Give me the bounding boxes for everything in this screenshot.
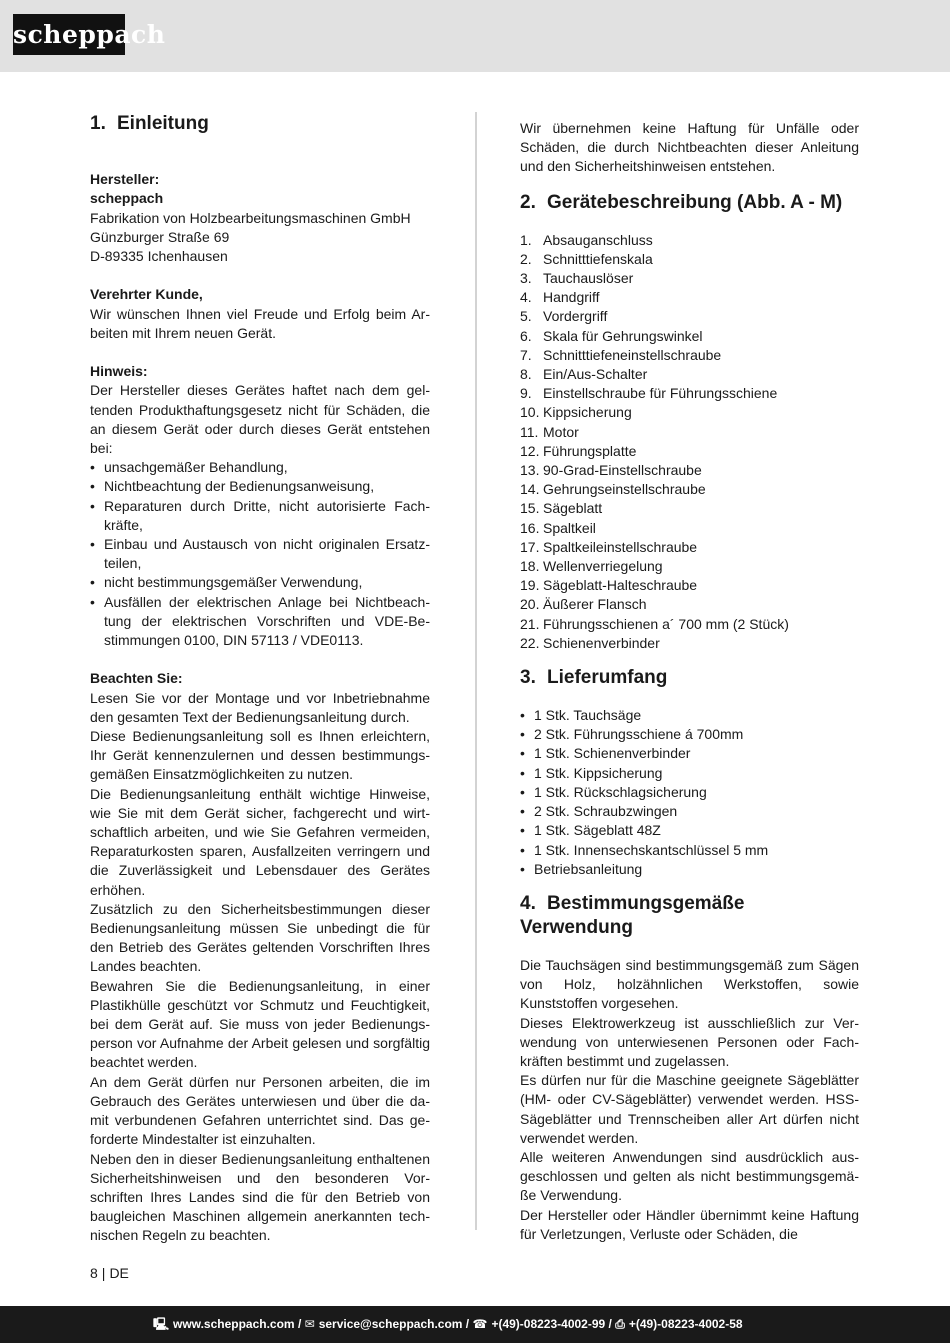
section-heading-verwendung: 4. Bestimmungsgemäße Verwendung [520, 892, 745, 938]
list-item: • 1 Stk. Sägeblatt 48Z [520, 821, 859, 840]
page-number: 8 | DE [90, 1265, 129, 1281]
list-item: • 1 Stk. Kippsicherung [520, 764, 859, 783]
beachten-label: Beachten Sie: [90, 670, 183, 687]
hersteller-label: Hersteller: [90, 171, 160, 188]
hersteller-name: scheppach [90, 190, 164, 207]
list-item: 17. Spaltkeileinstellschraube [520, 538, 698, 555]
list-item: • 1 Stk. Rückschlagsicherung [520, 783, 859, 802]
hinweis-list [90, 458, 430, 650]
list-item: • Einbau und Austausch von nicht originalen Ersatzteilen, [90, 535, 430, 573]
computer-icon: 🖳 [153, 1317, 170, 1331]
hinweis-text: Der Hersteller dieses Gerätes haftet nach dem geltenden Produkthaftungsgesetz nicht für Schäden, die an diesem Gerät oder durch dieses Gerät entstehen bei: [90, 382, 430, 456]
section-heading-lieferumfang: 3. Lieferumfang [520, 667, 668, 689]
list-item: • unsachgemäßer Behandlung, [90, 458, 430, 477]
list-item: 7. Schnitttiefeneinstellschraube [520, 346, 722, 363]
intro-paragraph: Wir übernehmen keine Haftung für Unfälle oder Schäden, die durch Nichtbeachten dieser Anleitung und den Sicherheitshinweisen entstehen. [520, 120, 859, 175]
footer-phone: +(49)-08223-4002-99 / [491, 1317, 612, 1331]
list-item: 3. Tauchauslöser [520, 270, 634, 287]
list-item: • Ausfällen der elektrischen Anlage bei Nichtbeachtung der elektrischen Vorschriften und VDE-Bestimmungen 0100, DIN 57113 / VDE0113. [90, 593, 430, 651]
list-item: • 1 Stk. Tauchsäge [520, 706, 859, 725]
list-item: 6. Skala für Gehrungswinkel [520, 327, 703, 344]
parts-list [520, 231, 859, 653]
envelope-icon: ✉ [304, 1317, 315, 1331]
list-item: • Betriebsanleitung [520, 860, 859, 879]
list-item: 11. Motor [520, 423, 579, 440]
section-heading-einleitung: 1. Einleitung [90, 113, 209, 134]
footer-email: service@scheppach.com / [318, 1317, 470, 1331]
list-item: 19. Sägeblatt-Halteschraube [520, 577, 698, 594]
list-item: • nicht bestimmungsgemäßer Verwendung, [90, 573, 430, 592]
page-footer [0, 1306, 950, 1343]
footer-website: www.scheppach.com / [173, 1317, 302, 1331]
paragraph: Die Bedienungsanleitung enthält wichtige Hinweise, wie Sie mit dem Gerät sicher, fachgerecht und wirtschaftlich arbeiten, und wie Sie Gefahren vermeiden, Reparaturkosten sparen, Ausfallzeiten verringern und die Zuverlässigkeit und Lebensdauer des Gerätes erhöhen. [90, 785, 430, 898]
paragraph: Diese Bedienungsanleitung soll es Ihnen erleichtern, Ihr Gerät kennenzulernen und dessen bestimmungsgemäßen Einsatzmöglichkeiten zu nutzen. [90, 728, 430, 783]
section-heading-geraetebeschreibung: 2. Gerätebeschreibung (Abb. A - M) [520, 191, 843, 213]
list-item: 2. Schnitttiefenskala [520, 250, 653, 267]
list-item: 13. 90-Grad-Einstellschraube [520, 462, 702, 479]
paragraph: An dem Gerät dürfen nur Personen arbeiten, die im Gebrauch des Gerätes unterwiesen und über die damit verbundenen Gefahren unterrichtet sind. Das geforderte Mindestalter ist einzuhalten. [90, 1073, 430, 1148]
left-column [90, 112, 430, 1246]
hersteller-line: Günzburger Straße 69 [90, 228, 230, 245]
list-item: 8. Ein/Aus-Schalter [520, 366, 648, 383]
list-item: • 1 Stk. Schienenverbinder [520, 744, 859, 763]
paragraph: Zusätzlich zu den Sicherheitsbestimmungen dieser Bedienungsanleitung müssen Sie unbedingt die für den Betrieb des Gerätes geltenden Vorschriften Ihres Landes beachten. [90, 900, 430, 975]
paragraph: Alle weiteren Anwendungen sind ausdrücklich ausgeschlossen und gelten als nicht bestimmungsgemäße Verwendung. [520, 1148, 859, 1204]
list-item: • 2 Stk. Schraubzwingen [520, 802, 859, 821]
hersteller-line: Fabrikation von Holzbearbeitungsmaschinen GmbH [90, 209, 411, 226]
paragraph: Neben den in dieser Bedienungsanleitung enthaltenen Sicherheitshinweisen und den besonderen Vorschriften Ihres Landes sind die für den Betrieb von baugleichen Maschinen allgemein anerkannten technischen Regeln zu beachten. [90, 1150, 430, 1244]
list-item: 9. Einstellschraube für Führungsschiene [520, 385, 778, 402]
list-item: 14. Gehrungseinstellschraube [520, 481, 706, 498]
list-item: 10. Kippsicherung [520, 404, 632, 421]
kunde-label: Verehrter Kunde, [90, 286, 203, 303]
list-item: • 1 Stk. Innensechskantschlüssel 5 mm [520, 841, 859, 860]
fax-icon: ⎙ [615, 1317, 625, 1331]
scheppach-logo: scheppach [13, 14, 125, 55]
list-item: 16. Spaltkeil [520, 519, 596, 536]
paragraph: Der Hersteller oder Händler übernimmt keine Haftung für Verletzungen, Verluste oder Schäden, die [520, 1206, 859, 1242]
footer-fax: +(49)-08223-4002-58 [628, 1317, 743, 1331]
list-item: 12. Führungsplatte [520, 442, 637, 459]
list-item: 21. Führungsschienen a´ 700 mm (2 Stück) [520, 615, 789, 632]
hinweis-label: Hinweis: [90, 363, 148, 380]
list-item: 1. Absauganschluss [520, 231, 653, 248]
paragraph: Es dürfen nur für die Maschine geeignete Sägeblätter (HM- oder CV-Sägeblätter) verwendet werden. HSS-Sägeblätter und Trennscheiben aller Art dürfen nicht verwendet werden. [520, 1072, 859, 1146]
list-item: 4. Handgriff [520, 289, 600, 306]
paragraph: Dieses Elektrowerkzeug ist ausschließlich zur Verwendung von unterwiesenen Personen oder Fachkräften bestimmt und zugelassen. [520, 1014, 859, 1069]
list-item: • Reparaturen durch Dritte, nicht autorisierte Fachkräfte, [90, 497, 430, 535]
list-item: 18. Wellenverriegelung [520, 558, 663, 575]
paragraph: Bewahren Sie die Bedienungsanleitung, in einer Plastikhülle geschützt vor Schmutz und Feuchtigkeit, bei dem Gerät auf. Sie muss von jeder Bedienungsperson vor Aufnahme der Arbeit gelesen und sorgfältig beachtet werden. [90, 977, 430, 1071]
list-item: • 2 Stk. Führungsschiene á 700mm [520, 725, 859, 744]
right-column [520, 119, 859, 1244]
column-divider [475, 112, 477, 1230]
hersteller-line: D-89335 Ichenhausen [90, 248, 228, 264]
page-header [0, 0, 950, 72]
list-item: 22. Schienenverbinder [520, 634, 660, 651]
list-item: 20. Äußerer Flansch [520, 596, 647, 613]
list-item: • Nichtbeachtung der Bedienungsanweisung, [90, 477, 430, 496]
phone-icon: ☎ [472, 1317, 488, 1331]
delivery-list [520, 706, 859, 879]
list-item: 15. Sägeblatt [520, 500, 603, 517]
list-item: 5. Vordergriff [520, 308, 608, 325]
paragraph: Lesen Sie vor der Montage und vor Inbetriebnahme den gesamten Text der Bedienungsanleitung durch. [90, 689, 430, 725]
kunde-text: Wir wünschen Ihnen viel Freude und Erfolg beim Arbeiten mit Ihrem neuen Gerät. [90, 305, 430, 341]
paragraph: Die Tauchsägen sind bestimmungsgemäß zum Sägen von Holz, holzähnlichen Werkstoffen, sowie Kunststoffen vorgesehen. [520, 956, 859, 1012]
